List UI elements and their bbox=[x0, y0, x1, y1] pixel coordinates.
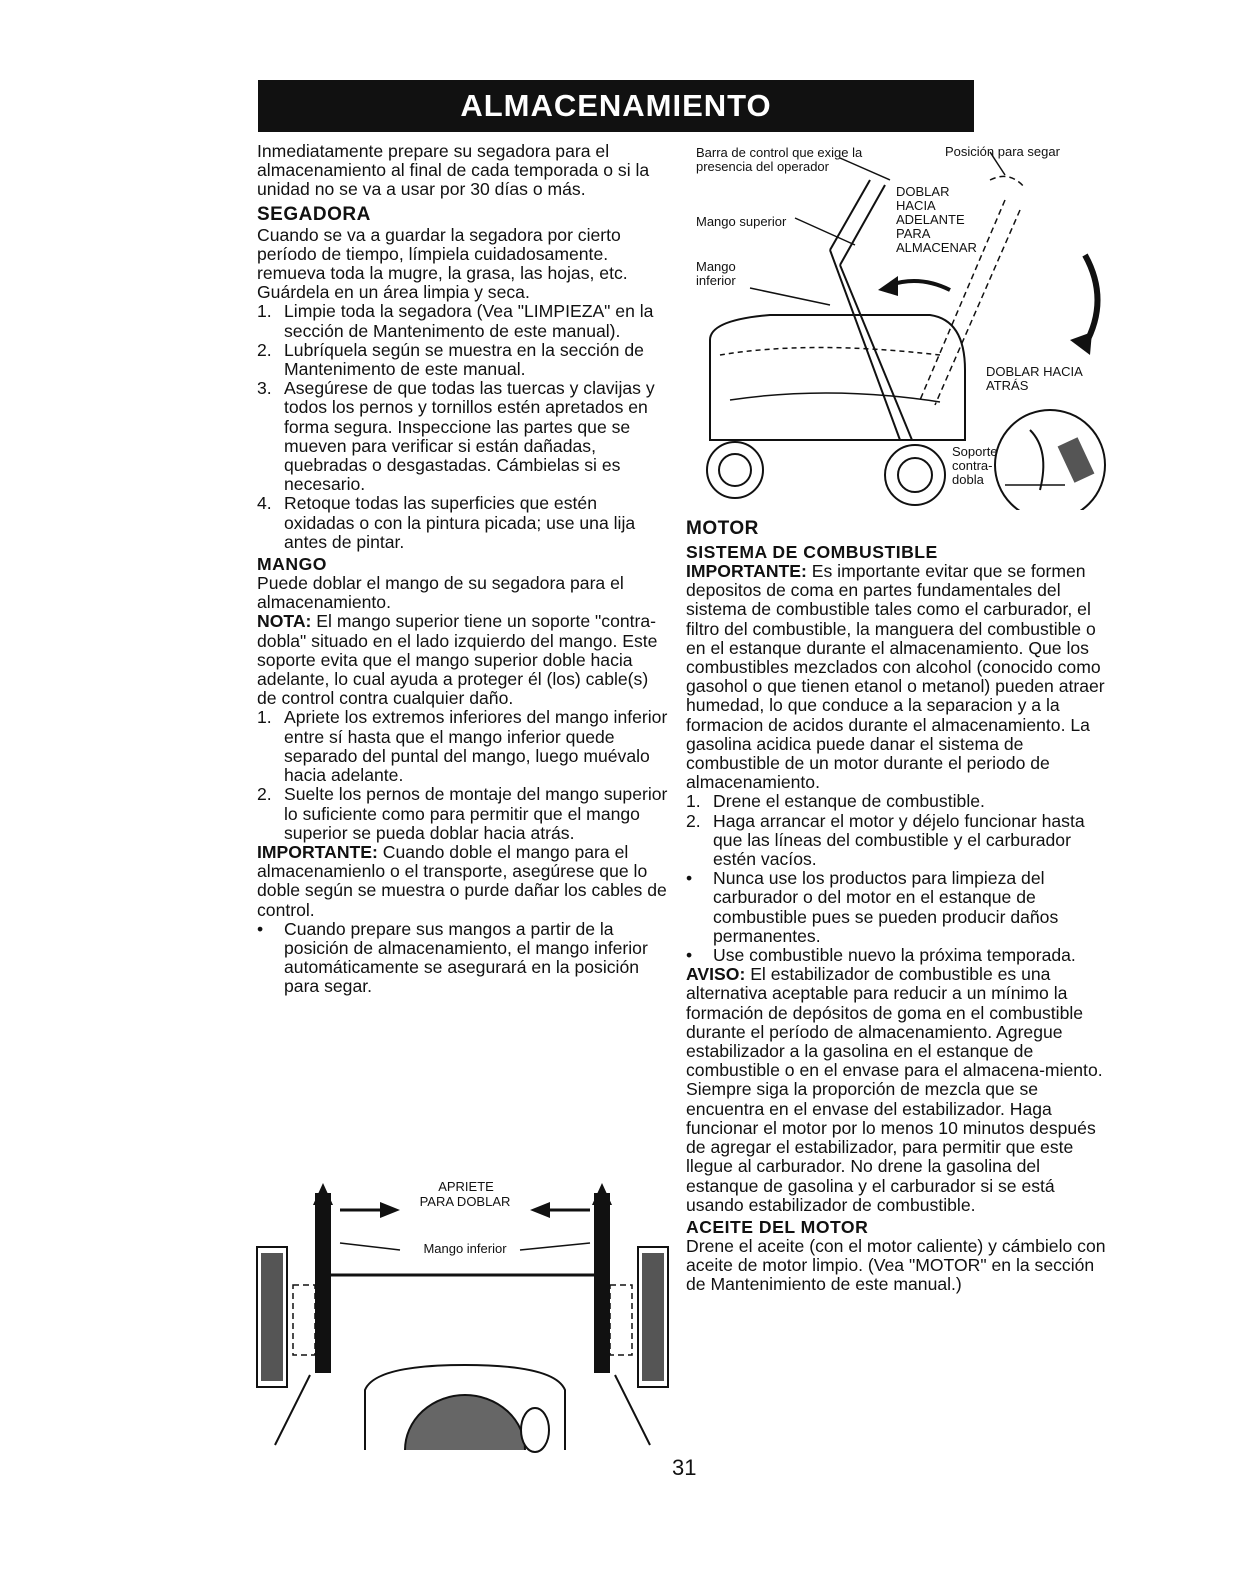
list-item bbox=[686, 869, 1116, 946]
segadora-list bbox=[257, 302, 669, 552]
list-item bbox=[257, 494, 669, 552]
handle-squeeze-figure bbox=[255, 1175, 675, 1455]
left-column bbox=[257, 142, 669, 997]
aviso-label: AVISO: bbox=[686, 964, 746, 985]
list-item bbox=[257, 920, 669, 997]
section-banner: ALMACENAMIENTO bbox=[258, 80, 974, 132]
list-item bbox=[257, 708, 669, 785]
bullet-list bbox=[257, 920, 669, 997]
item-number: 4. bbox=[257, 493, 272, 514]
list-item bbox=[257, 341, 669, 379]
importante-paragraph bbox=[257, 843, 669, 920]
importante-paragraph bbox=[686, 562, 1116, 792]
item-text: Use combustible nuevo la próxima temporada. bbox=[713, 945, 1076, 966]
posicion-segar-label: Posición para segar bbox=[945, 144, 1060, 159]
item-text: Asegúrese de que todas las tuercas y clavijas y todos los pernos y tornillos estén apretados en forma segura. Inspeccione las partes que se mueven para verificar si están dañadas, quebradas o desgastadas. Cámbielas si es necesario. bbox=[284, 378, 655, 495]
nota-label: NOTA: bbox=[257, 611, 312, 632]
list-item bbox=[686, 812, 1116, 870]
importante-label: IMPORTANTE: bbox=[257, 841, 378, 862]
item-text: Nunca use los productos para limpieza del carburador o del motor en el estanque de combustible pues se pueden producir daños permanentes. bbox=[713, 868, 1059, 946]
mango-list bbox=[257, 708, 669, 842]
item-number: • bbox=[686, 868, 693, 889]
nota-text: El mango superior tiene un soporte "contra-dobla" situado en el lado izquierdo del mango. Este soporte evita que el mango superior doble hacia adelante, lo cual ayuda a proteger él (los) cable(s) de control contra cualquier daño. bbox=[257, 611, 658, 709]
list-item bbox=[686, 792, 1116, 811]
item-number: 3. bbox=[257, 378, 272, 399]
aceite-paragraph: Drene el aceite (con el motor caliente) y cámbielo con aceite de motor limpio. (Vea "MOTOR" en la sección de Mantenimiento de este manual.) bbox=[686, 1235, 1106, 1295]
item-text: Suelte los pernos de montaje del mango superior lo suficiente como para permitir que el mango superior se pueda doblar hacia atrás. bbox=[284, 784, 668, 843]
combustible-list bbox=[686, 792, 1116, 965]
para-doblar-label: PARA DOBLAR bbox=[419, 1194, 511, 1209]
item-number: 1. bbox=[257, 301, 272, 322]
importante-label: IMPORTANTE: bbox=[686, 561, 807, 581]
mango-inferior-label: Mango inferior bbox=[423, 1241, 507, 1256]
item-text: Lubríquela según se muestra en la sección de Mantenimento de este manual. bbox=[284, 339, 644, 380]
item-number: 1. bbox=[257, 707, 272, 728]
item-text: Drene el estanque de combustible. bbox=[713, 791, 985, 812]
segadora-paragraph: Cuando se va a guardar la segadora por cierto período de tiempo, límpiela cuidadosamente. remueva toda la mugre, la grasa, las hojas, etc. Guárdela en un área limpia y seca. bbox=[257, 224, 628, 303]
list-item bbox=[257, 302, 669, 340]
item-text: Retoque todas las superficies que estén oxidadas o con la pintura picada; use una lija antes de pintar. bbox=[284, 493, 636, 552]
importante-text: Cuando doble el mango para el almacenamienlo o el transporte, asegúrese que lo doble según se muestra o purde dañar los cables de control. bbox=[257, 841, 667, 920]
doblar-adelante-label: DOBLAR HACIA ADELANTE PARA ALMACENAR bbox=[896, 184, 977, 255]
nota-paragraph bbox=[257, 612, 669, 708]
item-text: Cuando prepare sus mangos a partir de la posición de almacenamiento, el mango inferior automáticamente se asegurará en la posición para segar. bbox=[284, 918, 648, 997]
page-number: 31 bbox=[672, 1455, 697, 1480]
item-number: • bbox=[686, 945, 693, 966]
importante-text: Es importante evitar que se formen depositos de coma en partes fundamentales del sistema de combustible tales como el carburador, el filtro del combustible, la manguera del combustible o en el estanque durante el almacenamiento. Que los combustibles mezclados con alcohol (conocido como gasohol o que tienen etanol o metanol) pueden atraer humedad, lo que conduce a la separacion y a la formacion de acidos durante el almacenamiento. La gasolina acidica puede danar el sistema de combustible de un motor durante el periodo de almacenamiento. bbox=[686, 561, 1105, 793]
intro-paragraph: Inmediatamente prepare su segadora para el almacenamiento al final de cada temporada o si la unidad no se va a usar por 30 días o más. bbox=[257, 141, 650, 200]
bullet-mark: • bbox=[257, 918, 264, 939]
motor-heading: MOTOR bbox=[686, 518, 759, 539]
barra-control-label: Barra de control que exige la presencia del operador bbox=[696, 145, 863, 174]
item-number: 1. bbox=[686, 791, 701, 812]
right-column bbox=[686, 514, 1116, 1295]
sistema-heading: SISTEMA DE COMBUSTIBLE bbox=[686, 542, 938, 562]
doblar-atras-label: DOBLAR HACIA ATRÁS bbox=[986, 364, 1083, 393]
mango-inferior-top-label: Mango inferior bbox=[696, 259, 736, 288]
soporte-label: Soporte contra-dobla bbox=[952, 444, 998, 487]
mango-superior-label: Mango superior bbox=[696, 214, 787, 229]
list-item bbox=[686, 946, 1116, 965]
segadora-heading: SEGADORA bbox=[257, 203, 371, 225]
item-number: 2. bbox=[686, 810, 701, 831]
item-text: Apriete los extremos inferiores del mango inferior entre sí hasta que el mango inferior quede separado del puntal del mango, luego muévalo hacia adelante. bbox=[284, 707, 668, 786]
list-item bbox=[257, 379, 669, 494]
mango-heading: MANGO bbox=[257, 554, 327, 575]
handle-squeeze-illustration bbox=[255, 1175, 675, 1455]
item-number: 2. bbox=[257, 784, 272, 805]
aviso-paragraph bbox=[686, 965, 1116, 1215]
aviso-text: El estabilizador de combustible es una alternativa aceptable para reducir a un mínimo la formación de depósitos de goma en el combustible durante el período de almacenamiento. Agregue estabilizador a la gasolina en el estanque de combustible o en el envase para el almacena-miento. Siempre siga la proporción de mezcla que se encuentra en el envase del estabilizador. Haga funcionar el motor por lo menos 10 minutos después de agregar el estabilizador, para permitir que este llegue al carburador. No drene la gasolina del estanque de gasolina y el carburador si se está usando estabilizador de combustible. bbox=[686, 964, 1103, 1215]
item-text: Haga arrancar el motor y déjelo funcionar hasta que las líneas del combustible y el carburador estén vacíos. bbox=[713, 810, 1085, 870]
list-item bbox=[257, 785, 669, 843]
apriete-label: APRIETE bbox=[438, 1179, 494, 1194]
mower-fold-figure bbox=[690, 140, 1115, 510]
item-number: 2. bbox=[257, 339, 272, 360]
mango-paragraph: Puede doblar el mango de su segadora para el almacenamiento. bbox=[257, 573, 624, 613]
item-text: Limpie toda la segadora (Vea "LIMPIEZA" en la sección de Mantenimento de este manual). bbox=[284, 301, 654, 341]
aceite-heading: ACEITE DEL MOTOR bbox=[686, 1216, 869, 1237]
